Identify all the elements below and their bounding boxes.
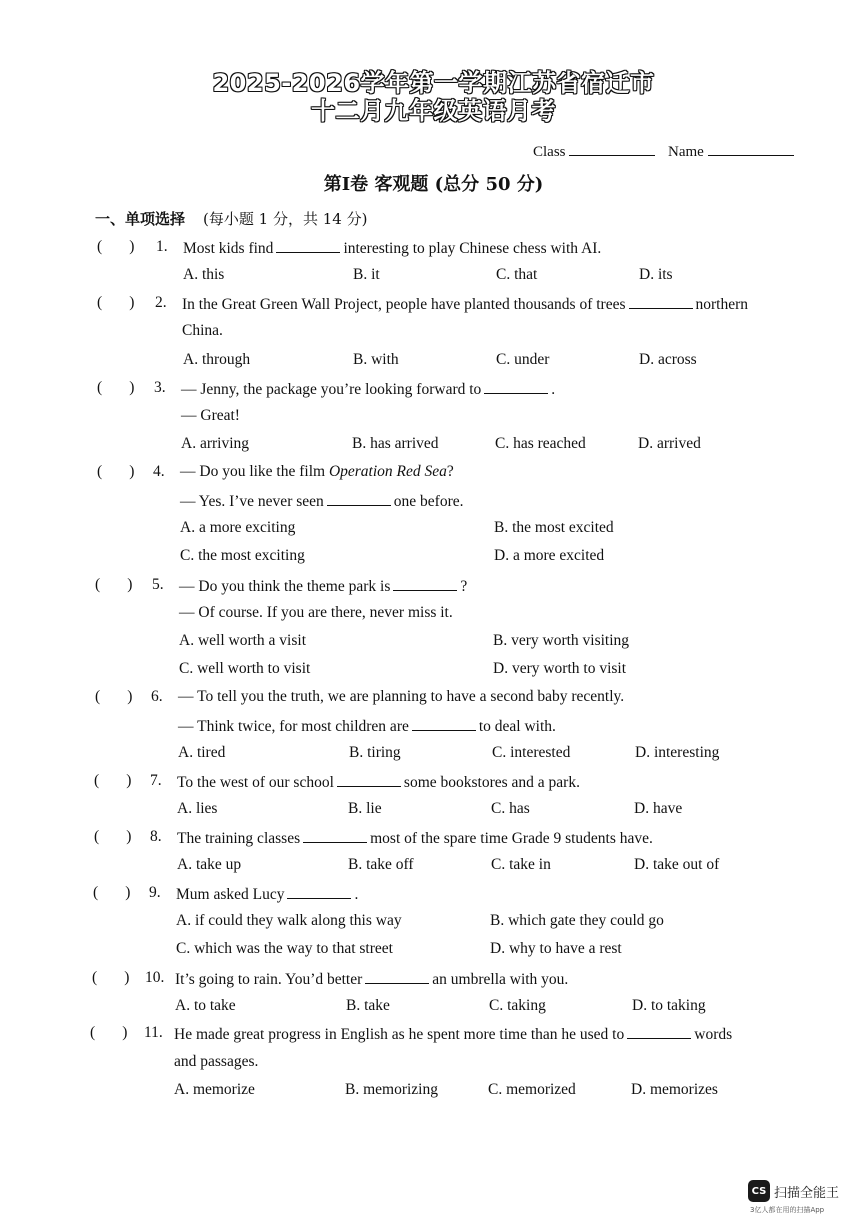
answer-bracket[interactable]: ( ) xyxy=(90,1024,128,1041)
question-stem-line: — Do you like the film Operation Red Sea? xyxy=(180,463,454,480)
stem-text: — Do you like the film xyxy=(180,463,329,480)
question-number: 6. xyxy=(151,688,163,705)
answer-blank xyxy=(276,238,340,253)
answer-blank xyxy=(287,884,351,899)
answer-option[interactable]: D. arrived xyxy=(638,435,701,452)
question-number: 5. xyxy=(152,576,164,593)
question-stem-line xyxy=(179,576,467,596)
part-heading xyxy=(95,208,367,229)
scanner-tagline: 3亿人都在用的扫描App xyxy=(750,1206,825,1214)
question-stem-line xyxy=(178,688,624,706)
answer-option[interactable]: D. memorizes xyxy=(631,1081,718,1098)
answer-option[interactable]: C. the most exciting xyxy=(180,547,305,564)
answer-bracket[interactable]: ( ) xyxy=(94,828,132,845)
answer-blank xyxy=(365,969,429,984)
answer-option[interactable]: C. has reached xyxy=(495,435,586,452)
name-blank xyxy=(708,141,794,156)
stem-text: northern xyxy=(695,296,749,313)
class-field xyxy=(533,141,655,161)
question-stem-line xyxy=(175,969,568,989)
exam-title-line1: 2025-2026学年第一学期江苏省宿迁市 xyxy=(212,69,655,97)
answer-bracket[interactable]: ( ) xyxy=(94,772,132,789)
stem-text: ? xyxy=(460,578,468,595)
answer-option[interactable]: C. under xyxy=(496,351,550,368)
answer-blank xyxy=(627,1024,691,1039)
question-stem-line xyxy=(174,1053,258,1071)
answer-option[interactable]: D. why to have a rest xyxy=(490,940,622,957)
stem-text: . xyxy=(354,886,359,903)
answer-option[interactable]: B. tiring xyxy=(349,744,401,761)
answer-option[interactable]: C. well worth to visit xyxy=(179,660,311,677)
answer-option[interactable]: A. arriving xyxy=(181,435,250,452)
question-number: 10. xyxy=(145,969,165,986)
stem-text: and passages. xyxy=(174,1053,259,1070)
question-stem-line xyxy=(180,491,464,511)
stem-text: one before. xyxy=(393,493,464,510)
answer-option[interactable]: B. take xyxy=(346,997,390,1014)
answer-bracket[interactable]: ( ) xyxy=(92,969,130,986)
answer-option[interactable]: C. interested xyxy=(492,744,571,761)
stem-text: — Jenny, the package you’re looking forward to xyxy=(181,381,482,398)
stem-text: words xyxy=(694,1026,733,1043)
stem-text: Most kids find xyxy=(183,240,274,257)
answer-option[interactable]: A. tired xyxy=(178,744,226,761)
stem-text: The training classes xyxy=(177,830,301,847)
stem-text: to deal with. xyxy=(478,718,556,735)
answer-bracket[interactable]: ( ) xyxy=(93,884,131,901)
answer-blank xyxy=(629,294,693,309)
answer-option[interactable]: A. a more exciting xyxy=(180,519,296,536)
answer-option[interactable]: A. if could they walk along this way xyxy=(176,912,402,929)
camscanner-logo-icon: CS xyxy=(748,1180,770,1202)
question-number: 1. xyxy=(156,238,168,255)
answer-blank xyxy=(327,491,391,506)
answer-option[interactable]: A. through xyxy=(183,351,251,368)
answer-option[interactable]: C. take in xyxy=(491,856,551,873)
question-number: 3. xyxy=(154,379,166,396)
question-number: 2. xyxy=(155,294,167,311)
stem-text: — Think twice, for most children are xyxy=(178,718,409,735)
question-stem-line xyxy=(177,828,653,848)
answer-bracket[interactable]: ( ) xyxy=(97,238,135,255)
answer-option[interactable]: C. memorized xyxy=(488,1081,576,1098)
stem-text: interesting to play Chinese chess with AI. xyxy=(343,240,602,257)
question-stem-line xyxy=(182,294,748,314)
stem-text: — Of course. If you are there, never miss it. xyxy=(179,604,453,621)
section-heading: 第Ⅰ卷 客观题 (总分 50 分) xyxy=(323,174,544,195)
class-blank xyxy=(569,141,655,156)
stem-text: — Yes. I’ve never seen xyxy=(180,493,324,510)
answer-blank xyxy=(303,828,367,843)
stem-text: most of the spare time Grade 9 students have. xyxy=(370,830,653,847)
answer-option[interactable]: B. very worth visiting xyxy=(493,632,630,649)
answer-option[interactable]: A. lies xyxy=(177,800,218,817)
stem-text: To the west of our school xyxy=(177,774,334,791)
answer-option[interactable]: D. have xyxy=(634,800,683,817)
answer-option[interactable]: C. taking xyxy=(489,997,546,1014)
stem-text: an umbrella with you. xyxy=(432,971,569,988)
question-stem-line xyxy=(182,322,223,340)
question-stem-line xyxy=(177,772,580,792)
question-number: 4. xyxy=(153,463,165,480)
stem-text: . xyxy=(551,381,556,398)
answer-blank xyxy=(484,379,548,394)
answer-option[interactable]: B. it xyxy=(353,266,380,283)
answer-blank xyxy=(337,772,401,787)
answer-option[interactable]: D. a more excited xyxy=(494,547,605,564)
stem-text: Mum asked Lucy xyxy=(176,886,285,903)
stem-text: — Great! xyxy=(181,407,240,424)
question-stem-line xyxy=(176,884,358,904)
question-stem-line xyxy=(181,379,555,399)
answer-bracket[interactable]: ( ) xyxy=(97,463,135,480)
answer-option[interactable]: C. which was the way to that street xyxy=(176,940,393,957)
stem-text: — To tell you the truth, we are planning to have a second baby recently. xyxy=(178,688,625,705)
answer-option[interactable]: D. to taking xyxy=(632,997,706,1014)
answer-option[interactable]: B. the most excited xyxy=(494,519,614,536)
film-title: Operation Red Sea xyxy=(328,463,447,480)
answer-option[interactable]: B. has arrived xyxy=(352,435,439,452)
answer-option[interactable]: A. this xyxy=(183,266,225,283)
answer-option[interactable]: B. memorizing xyxy=(345,1081,438,1098)
answer-option[interactable]: B. lie xyxy=(348,800,382,817)
scanner-watermark xyxy=(748,1180,839,1202)
question-number: 8. xyxy=(150,828,162,845)
stem-text: — Do you think the theme park is xyxy=(179,578,391,595)
question-stem-line xyxy=(181,407,240,425)
answer-bracket[interactable]: ( ) xyxy=(97,294,135,311)
answer-blank xyxy=(412,716,476,731)
stem-text: It’s going to rain. You’d better xyxy=(175,971,363,988)
name-label: Name xyxy=(668,144,704,160)
stem-text: some bookstores and a park. xyxy=(403,774,580,791)
answer-option[interactable]: A. take up xyxy=(177,856,242,873)
stem-text: China. xyxy=(182,322,223,339)
answer-blank xyxy=(393,576,457,591)
stem-text: He made great progress in English as he spent more time than he used to xyxy=(174,1026,625,1043)
question-stem-line xyxy=(174,1024,732,1044)
scanner-app-name: 扫描全能王 xyxy=(774,1185,840,1201)
answer-option[interactable]: A. memorize xyxy=(174,1081,255,1098)
answer-option[interactable]: A. well worth a visit xyxy=(179,632,306,649)
question-stem-line xyxy=(183,238,601,258)
answer-option[interactable]: C. has xyxy=(491,800,530,817)
name-field xyxy=(668,141,794,161)
exam-title-line2: 十二月九年级英语月考 xyxy=(311,97,556,125)
stem-text: In the Great Green Wall Project, people have planted thousands of trees xyxy=(182,296,626,313)
question-stem-line xyxy=(179,604,453,622)
class-label: Class xyxy=(533,144,566,160)
answer-option[interactable]: D. its xyxy=(639,266,673,283)
answer-option[interactable]: D. interesting xyxy=(635,744,720,761)
answer-option[interactable]: B. take off xyxy=(348,856,414,873)
answer-option[interactable]: C. that xyxy=(496,266,538,283)
question-number: 11. xyxy=(144,1024,163,1041)
answer-option[interactable]: A. to take xyxy=(175,997,236,1014)
part-title: 一、单项选择 xyxy=(95,210,186,228)
answer-option[interactable]: B. with xyxy=(353,351,399,368)
question-stem-line xyxy=(178,716,556,736)
answer-bracket[interactable]: ( ) xyxy=(95,688,133,705)
question-number: 9. xyxy=(149,884,161,901)
answer-bracket[interactable]: ( ) xyxy=(97,379,135,396)
answer-bracket[interactable]: ( ) xyxy=(95,576,133,593)
answer-option[interactable]: D. take out of xyxy=(634,856,720,873)
answer-option[interactable]: D. across xyxy=(639,351,697,368)
answer-option[interactable]: B. which gate they could go xyxy=(490,912,664,929)
part-note: (每小题 1 分，共 14 分) xyxy=(203,210,368,228)
answer-option[interactable]: D. very worth to visit xyxy=(493,660,627,677)
question-number: 7. xyxy=(150,772,162,789)
